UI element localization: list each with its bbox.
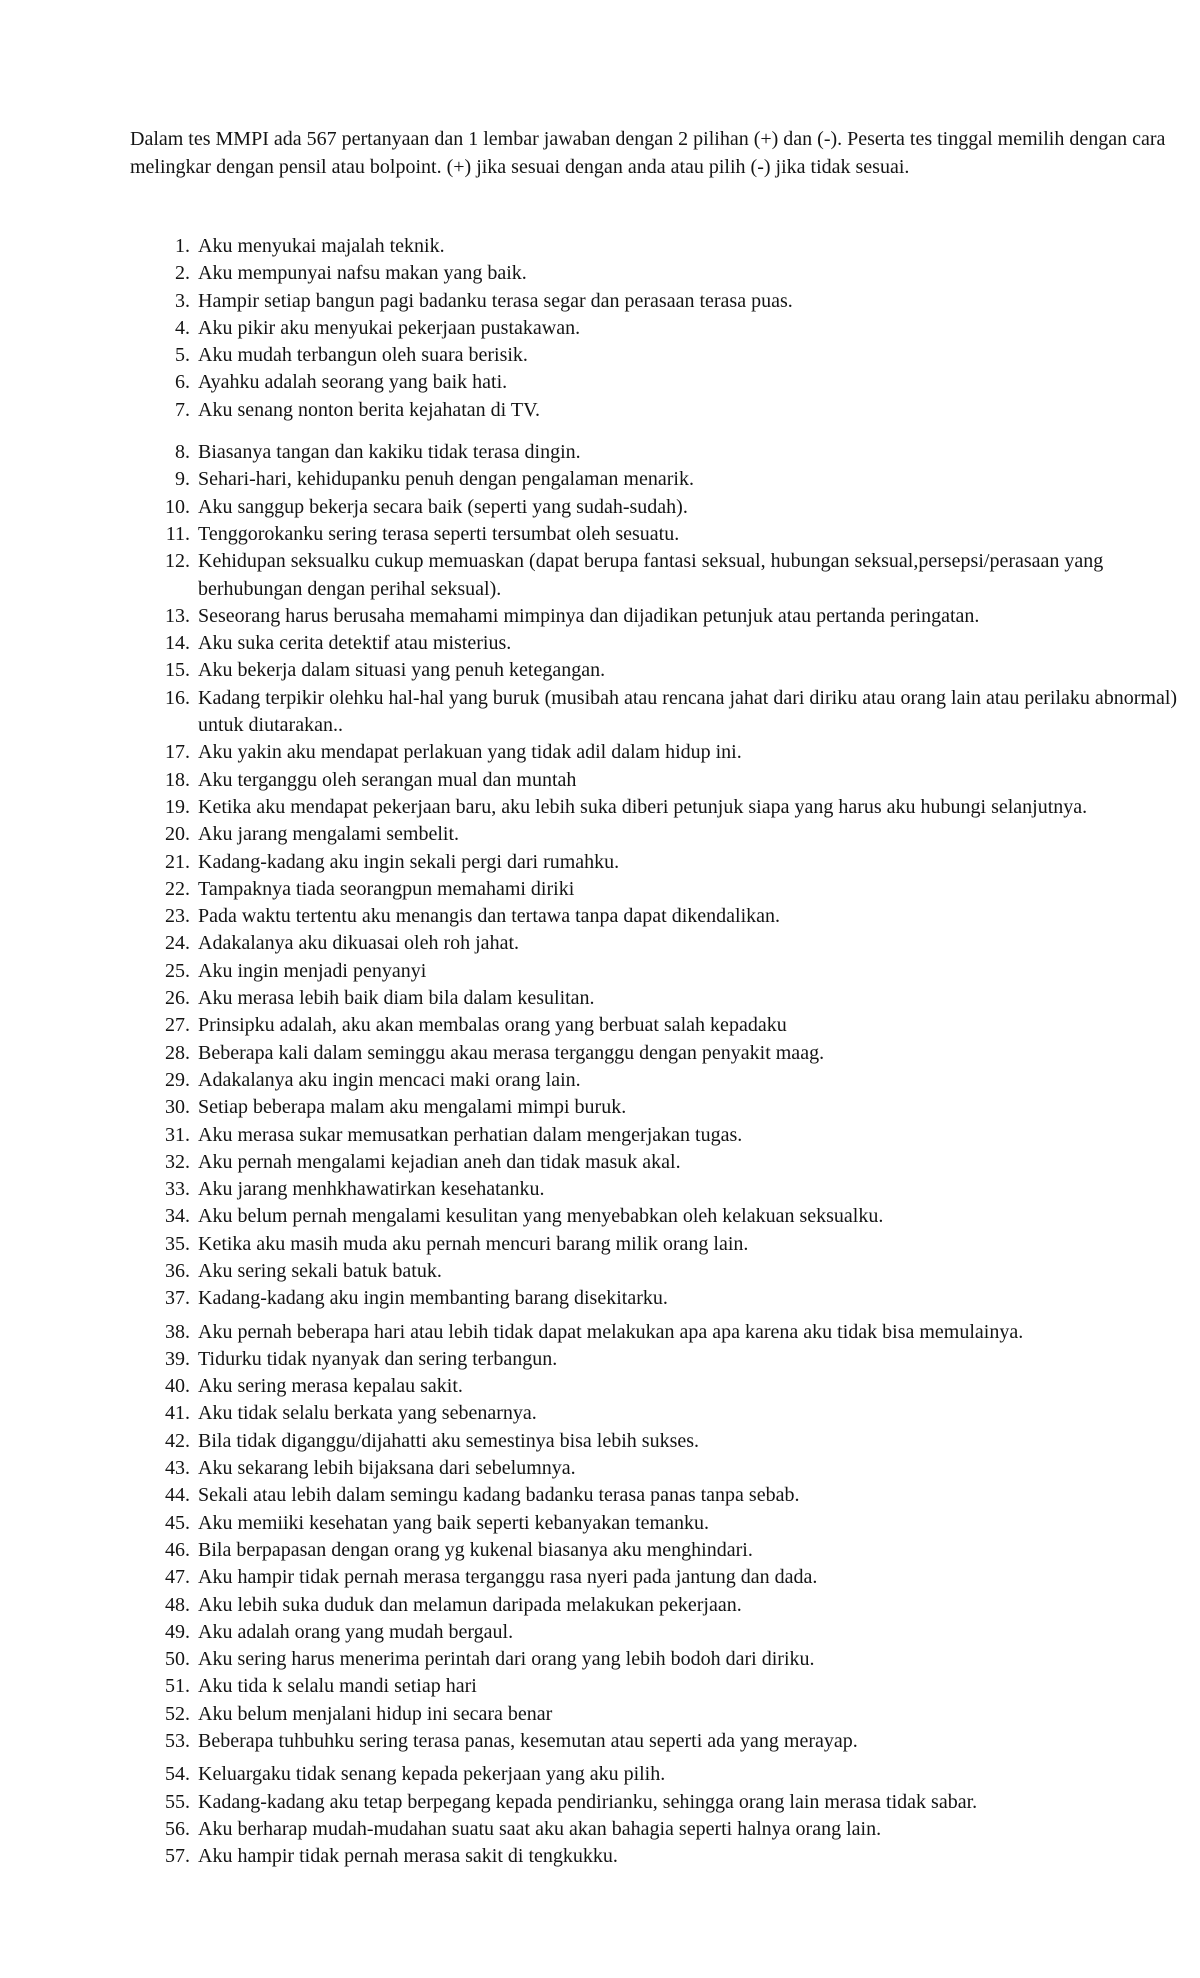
- question-item: [130, 1258, 1190, 1285]
- question-number: 23.: [165, 905, 190, 928]
- question-item: [130, 342, 1190, 369]
- question-text: Keluargaku tidak senang kepada pekerjaan yang aku pilih.: [198, 1763, 666, 1786]
- question-text: Aku hampir tidak pernah merasa terganggu rasa nyeri pada jantung dan dada.: [198, 1566, 818, 1589]
- question-text: Aku jarang menhkhawatirkan kesehatanku.: [198, 1178, 545, 1201]
- question-text: Aku pernah beberapa hari atau lebih tidak dapat melakukan apa apa karena aku tidak bisa memulainya.: [198, 1320, 1024, 1343]
- question-item: [130, 1149, 1190, 1176]
- question-text: Aku sanggup bekerja secara baik (seperti yang sudah-sudah).: [198, 495, 688, 518]
- question-text: Aku adalah orang yang mudah bergaul.: [198, 1620, 514, 1643]
- question-text: Beberapa tuhbuhku sering terasa panas, kesemutan atau seperti ada yang merayap.: [198, 1730, 858, 1753]
- question-text: Aku sering sekali batuk batuk.: [198, 1259, 442, 1282]
- question-text: Aku mudah terbangun oleh suara berisik.: [198, 344, 528, 367]
- question-item: [130, 466, 1190, 493]
- question-number: 56.: [165, 1817, 190, 1840]
- question-item: [130, 1761, 1190, 1788]
- question-number: 3.: [175, 289, 190, 312]
- question-text: Aku sering merasa kepalau sakit.: [198, 1375, 463, 1398]
- question-text: Aku terganggu oleh serangan mual dan muntah: [198, 768, 577, 791]
- question-text: Bila berpapasan dengan orang yg kukenal biasanya aku menghindari.: [198, 1538, 753, 1561]
- question-item: [130, 288, 1190, 315]
- question-text: Tampaknya tiada seorangpun memahami diriki: [198, 877, 575, 900]
- question-item: [130, 521, 1190, 548]
- question-item: [130, 1646, 1190, 1673]
- question-text: Aku merasa sukar memusatkan perhatian dalam mengerjakan tugas.: [198, 1123, 743, 1146]
- question-item: [130, 1373, 1190, 1400]
- question-number: 5.: [175, 344, 190, 367]
- question-item: [130, 958, 1190, 985]
- question-number: 51.: [165, 1675, 190, 1698]
- question-item: [130, 1176, 1190, 1203]
- question-item: [130, 1428, 1190, 1455]
- question-text: Aku pernah mengalami kejadian aneh dan tidak masuk akal.: [198, 1150, 681, 1173]
- question-item: [130, 1319, 1190, 1346]
- question-item: [130, 369, 1190, 396]
- question-text: Aku sering harus menerima perintah dari orang yang lebih bodoh dari diriku.: [198, 1648, 815, 1671]
- question-item: [130, 260, 1190, 287]
- question-text: Kadang terpikir olehku hal-hal yang buruk (musibah atau rencana jahat dari diriku atau orang lain atau perilaku abnormal) untuk diutarakan..: [198, 686, 1178, 737]
- question-item: [130, 1673, 1190, 1700]
- question-text: Prinsipku adalah, aku akan membalas orang yang berbuat salah kepadaku: [198, 1014, 787, 1037]
- question-text: Aku jarang mengalami sembelit.: [198, 823, 460, 846]
- question-text: Bila tidak diganggu/dijahatti aku semestinya bisa lebih sukses.: [198, 1429, 700, 1452]
- question-item: [130, 1400, 1190, 1427]
- question-text: Biasanya tangan dan kakiku tidak terasa dingin.: [198, 441, 581, 464]
- question-number: 49.: [165, 1620, 190, 1643]
- question-text: Aku ingin menjadi penyanyi: [198, 959, 427, 982]
- question-number: 48.: [165, 1593, 190, 1616]
- question-text: Tidurku tidak nyanyak dan sering terbangun.: [198, 1347, 558, 1370]
- question-text: Kadang-kadang aku ingin membanting barang disekitarku.: [198, 1287, 668, 1310]
- question-text: Hampir setiap bangun pagi badanku terasa segar dan perasaan terasa puas.: [198, 289, 793, 312]
- question-number: 10.: [165, 495, 190, 518]
- question-number: 7.: [175, 398, 190, 421]
- question-item: [130, 315, 1190, 342]
- question-text: Aku pikir aku menyukai pekerjaan pustakawan.: [198, 316, 581, 339]
- question-item: [130, 685, 1190, 740]
- question-number: 25.: [165, 959, 190, 982]
- question-text: Kehidupan seksualku cukup memuaskan (dapat berupa fantasi seksual, hubungan seksual,persepsi/perasaan yang berhubungan dengan perihal seksual).: [198, 550, 1104, 600]
- question-text: Sehari-hari, kehidupanku penuh dengan pengalaman menarik.: [198, 468, 694, 491]
- question-number: 21.: [165, 850, 190, 873]
- question-number: 17.: [165, 741, 190, 764]
- question-text: Beberapa kali dalam seminggu akau merasa terganggu dengan penyakit maag.: [198, 1041, 825, 1064]
- question-text: Aku belum pernah mengalami kesulitan yang menyebabkan oleh kelakuan seksualku.: [198, 1205, 884, 1228]
- question-text: Ketika aku masih muda aku pernah mencuri barang milik orang lain.: [198, 1232, 749, 1255]
- question-text: Aku hampir tidak pernah merasa sakit di tengkukku.: [198, 1845, 618, 1868]
- question-text: Aku berharap mudah-mudahan suatu saat aku akan bahagia seperti halnya orang lain.: [198, 1817, 882, 1840]
- question-number: 54.: [165, 1763, 190, 1786]
- question-text: Aku suka cerita detektif atau misterius.: [198, 632, 512, 655]
- question-item: [130, 1094, 1190, 1121]
- question-number: 33.: [165, 1178, 190, 1201]
- question-number: 52.: [165, 1702, 190, 1725]
- question-number: 37.: [165, 1287, 190, 1310]
- question-text: Seseorang harus berusaha memahami mimpinya dan dijadikan petunjuk atau pertanda peringatan.: [198, 604, 980, 627]
- question-number: 22.: [165, 877, 190, 900]
- question-item: [130, 794, 1190, 821]
- question-item: [130, 233, 1190, 260]
- question-item: [130, 1231, 1190, 1258]
- question-number: 47.: [165, 1566, 190, 1589]
- question-number: 31.: [165, 1123, 190, 1146]
- question-number: 38.: [165, 1320, 190, 1343]
- question-number: 27.: [165, 1014, 190, 1037]
- question-item: [130, 603, 1190, 630]
- question-item: [130, 1789, 1190, 1816]
- question-item: [130, 1012, 1190, 1039]
- question-item: [130, 930, 1190, 957]
- intro-paragraph: Dalam tes MMPI ada 567 pertanyaan dan 1 lembar jawaban dengan 2 pilihan (+) dan (-). Peserta tes tinggal memilih dengan cara melingkar dengan pensil atau bolpoint. (+) jika sesuai dengan anda atau pilih (-) jika tidak sesuai.: [130, 128, 1166, 178]
- question-item: [130, 1816, 1190, 1843]
- question-number: 39.: [165, 1347, 190, 1370]
- question-number: 55.: [165, 1790, 190, 1813]
- question-number: 30.: [165, 1096, 190, 1119]
- question-number: 20.: [165, 823, 190, 846]
- question-item: [130, 1122, 1190, 1149]
- question-item: [130, 397, 1190, 424]
- question-number: 50.: [165, 1648, 190, 1671]
- question-item: [130, 1592, 1190, 1619]
- question-text: Aku senang nonton berita kejahatan di TV.: [198, 398, 540, 421]
- question-text: Setiap beberapa malam aku mengalami mimpi buruk.: [198, 1096, 627, 1119]
- question-item: [130, 1040, 1190, 1067]
- question-number: 2.: [175, 262, 190, 285]
- question-item: [130, 494, 1190, 521]
- question-item: [130, 1455, 1190, 1482]
- question-number: 29.: [165, 1068, 190, 1091]
- question-number: 13.: [165, 604, 190, 627]
- question-number: 34.: [165, 1205, 190, 1228]
- question-text: Ayahku adalah seorang yang baik hati.: [198, 371, 508, 394]
- question-text: Aku lebih suka duduk dan melamun daripada melakukan pekerjaan.: [198, 1593, 742, 1616]
- question-text: Aku tida k selalu mandi setiap hari: [198, 1675, 477, 1698]
- question-text: Adakalanya aku ingin mencaci maki orang lain.: [198, 1068, 581, 1091]
- question-item: [130, 1482, 1190, 1509]
- question-number: 6.: [175, 371, 190, 394]
- question-item: [130, 1564, 1190, 1591]
- question-item: [130, 1203, 1190, 1230]
- question-item: [130, 657, 1190, 684]
- question-number: 53.: [165, 1730, 190, 1753]
- question-item: [130, 849, 1190, 876]
- question-item: [130, 1843, 1190, 1870]
- question-number: 9.: [175, 468, 190, 491]
- question-text: Aku mempunyai nafsu makan yang baik.: [198, 262, 527, 285]
- question-text: Sekali atau lebih dalam semingu kadang badanku terasa panas tanpa sebab.: [198, 1484, 800, 1507]
- question-number: 19.: [165, 795, 190, 818]
- question-text: Aku belum menjalani hidup ini secara benar: [198, 1702, 553, 1725]
- question-item: [130, 1510, 1190, 1537]
- question-text: Aku tidak selalu berkata yang sebenarnya.: [198, 1402, 537, 1425]
- question-number: 4.: [175, 316, 190, 339]
- question-number: 15.: [165, 659, 190, 682]
- question-text: Pada waktu tertentu aku menangis dan tertawa tanpa dapat dikendalikan.: [198, 905, 781, 928]
- question-text: Aku yakin aku mendapat perlakuan yang tidak adil dalam hidup ini.: [198, 741, 742, 764]
- question-text: Aku sekarang lebih bijaksana dari sebelumnya.: [198, 1457, 576, 1480]
- question-number: 43.: [165, 1457, 190, 1480]
- question-number: 40.: [165, 1375, 190, 1398]
- question-item: [130, 1701, 1190, 1728]
- question-text: Tenggorokanku sering terasa seperti tersumbat oleh sesuatu.: [198, 522, 680, 545]
- question-number: 1.: [175, 235, 190, 257]
- question-number: 24.: [165, 932, 190, 955]
- question-list: [130, 233, 1190, 1871]
- question-text: Adakalanya aku dikuasai oleh roh jahat.: [198, 932, 519, 955]
- question-number: 46.: [165, 1538, 190, 1561]
- question-item: [130, 985, 1190, 1012]
- question-text: Ketika aku mendapat pekerjaan baru, aku lebih suka diberi petunjuk siapa yang harus aku hubungi selanjutnya.: [198, 795, 1088, 818]
- question-item: [130, 1285, 1190, 1312]
- question-text: Kadang-kadang aku ingin sekali pergi dari rumahku.: [198, 850, 620, 873]
- question-item: [130, 1537, 1190, 1564]
- question-number: 57.: [165, 1845, 190, 1868]
- question-text: Aku menyukai majalah teknik.: [198, 235, 445, 257]
- question-item: [130, 1619, 1190, 1646]
- question-text: Aku memiiki kesehatan yang baik seperti kebanyakan temanku.: [198, 1511, 709, 1534]
- question-number: 12.: [165, 550, 190, 573]
- question-item: [130, 1346, 1190, 1373]
- question-number: 8.: [175, 441, 190, 464]
- question-number: 28.: [165, 1041, 190, 1064]
- question-item: [130, 548, 1190, 603]
- question-number: 32.: [165, 1150, 190, 1173]
- question-number: 16.: [165, 686, 190, 709]
- question-number: 14.: [165, 632, 190, 655]
- question-item: [130, 903, 1190, 930]
- question-number: 41.: [165, 1402, 190, 1425]
- question-item: [130, 876, 1190, 903]
- question-number: 26.: [165, 987, 190, 1010]
- question-item: [130, 821, 1190, 848]
- question-text: Aku merasa lebih baik diam bila dalam kesulitan.: [198, 987, 595, 1010]
- question-text: Kadang-kadang aku tetap berpegang kepada pendirianku, sehingga orang lain merasa tidak sabar.: [198, 1790, 978, 1813]
- question-number: 44.: [165, 1484, 190, 1507]
- question-item: [130, 767, 1190, 794]
- question-number: 18.: [165, 768, 190, 791]
- question-number: 45.: [165, 1511, 190, 1534]
- question-number: 36.: [165, 1259, 190, 1282]
- question-item: [130, 739, 1190, 766]
- question-number: 35.: [165, 1232, 190, 1255]
- question-item: [130, 630, 1190, 657]
- question-item: [130, 439, 1190, 466]
- question-number: 42.: [165, 1429, 190, 1452]
- question-item: [130, 1728, 1190, 1755]
- question-item: [130, 1067, 1190, 1094]
- question-text: Aku bekerja dalam situasi yang penuh ketegangan.: [198, 659, 606, 682]
- question-number: 11.: [165, 522, 190, 545]
